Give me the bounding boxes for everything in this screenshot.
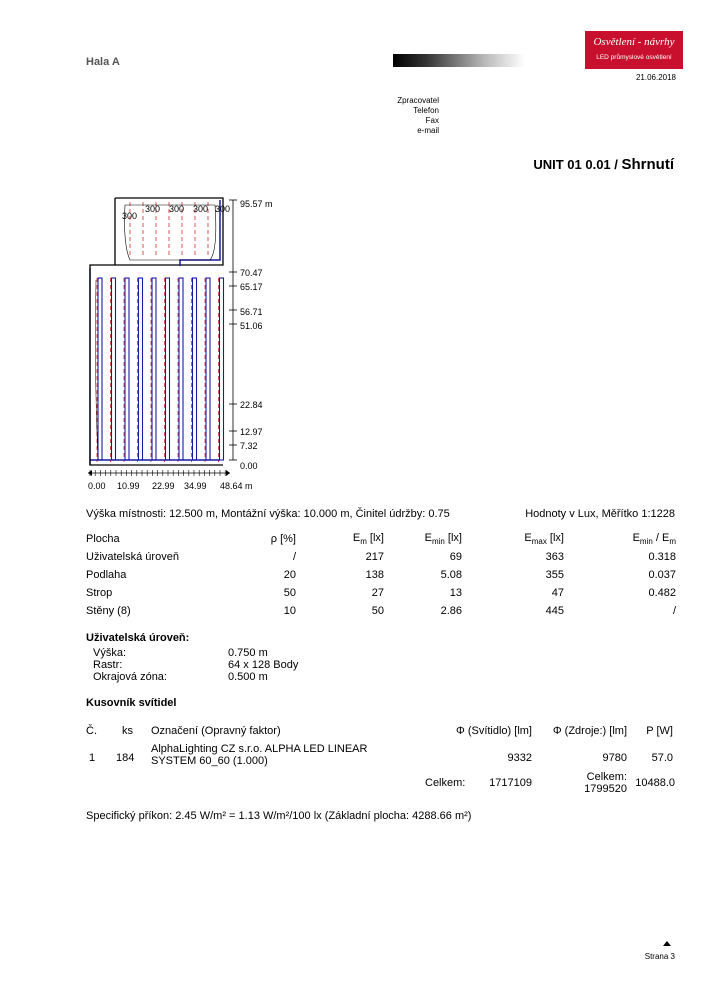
table-row	[86, 548, 676, 566]
total-phi-source: 1799520	[584, 783, 627, 795]
user-level-values	[228, 647, 298, 683]
surface-em: 138	[365, 569, 384, 581]
table-row	[86, 602, 676, 620]
lum-col-power: P [W]	[646, 725, 673, 737]
y-label: 51.06	[240, 321, 263, 331]
surface-emax: 363	[545, 551, 564, 563]
x-label: 0.00	[88, 481, 106, 491]
contact-block	[300, 96, 439, 136]
surface-emax: 355	[545, 569, 564, 581]
lum-name	[151, 743, 367, 767]
x-label: 10.99	[117, 481, 140, 491]
x-scale-labels	[88, 481, 253, 491]
lum-col-phi-luminaire: Φ (Svítidlo) [lm]	[455, 725, 532, 737]
lum-col-name: Označení (Opravný faktor)	[151, 725, 281, 737]
x-arrow-right	[226, 470, 230, 476]
luminaire-row	[179, 278, 183, 460]
scale-info: Hodnoty v Lux, Měřítko 1:1228	[525, 508, 675, 520]
user-level-value: 64 x 128 Body	[228, 659, 299, 671]
user-level-key: Rastr:	[93, 659, 123, 671]
lum-power: 57.0	[651, 752, 673, 764]
luminaire-row	[166, 278, 170, 460]
luminaire-row	[152, 278, 156, 460]
col-surface: Plocha	[86, 533, 120, 545]
surface-emin: 2.86	[440, 605, 462, 617]
company-logo	[585, 31, 683, 69]
surface-emin: 13	[449, 587, 462, 599]
surface-name: Uživatelská úroveň	[86, 551, 179, 563]
surface-rho: /	[292, 551, 296, 563]
lum-no: 1	[89, 752, 96, 764]
user-level-heading: Uživatelská úroveň:	[86, 632, 190, 644]
isoline-label: 300	[169, 204, 185, 214]
table-row	[86, 584, 676, 602]
lum-col-qty: ks	[122, 725, 133, 737]
col-em: $E_m$ [lx]	[352, 531, 384, 547]
user-level-key: Výška:	[93, 647, 127, 659]
luminaire-row	[125, 278, 129, 460]
y-scale-labels	[240, 199, 273, 471]
logo-line2: LED průmyslové osvětlení	[596, 54, 672, 61]
user-level-key: Okrajová zóna:	[93, 671, 167, 683]
y-label: 7.32	[240, 441, 258, 451]
surface-emax: 445	[545, 605, 564, 617]
y-label: 95.57 m	[240, 199, 273, 209]
project-title: Hala A	[86, 56, 120, 68]
isoline-label: 300	[145, 204, 161, 214]
luminaire-row	[112, 278, 116, 460]
logo-line1: Osvětlení - návrhy	[593, 36, 675, 48]
surfaces-table	[86, 530, 676, 620]
luminaire-row	[220, 278, 224, 460]
surface-emin: 69	[449, 551, 462, 563]
x-label: 48.64 m	[220, 481, 253, 491]
luminaire-row	[193, 278, 197, 460]
surface-rho: 10	[283, 605, 296, 617]
table-row	[86, 566, 676, 584]
y-label: 56.71	[240, 307, 263, 317]
surface-ratio: 0.037	[648, 569, 676, 581]
header-gradient-bar	[393, 54, 525, 67]
y-label: 12.97	[240, 427, 263, 437]
page-up-icon[interactable]	[663, 941, 671, 946]
page-title	[400, 156, 674, 173]
luminaire-row	[98, 278, 102, 460]
surface-rho: 20	[283, 569, 296, 581]
room-info: Výška místnosti: 12.500 m, Montážní výška: 10.000 m, Činitel údržby: 0.75	[86, 508, 450, 520]
total-power: 10488.0	[635, 777, 675, 789]
lum-name-line: SYSTEM 60_60 (1.000)	[151, 755, 268, 767]
surface-ratio: /	[672, 605, 676, 617]
contact-author: Zpracovatel	[397, 96, 439, 105]
x-label: 22.99	[152, 481, 175, 491]
surface-name: Stěny (8)	[86, 605, 131, 617]
surface-ratio: 0.482	[648, 587, 676, 599]
page-title-section: Shrnutí	[621, 156, 674, 173]
contact-fax: Fax	[425, 116, 439, 125]
surface-emin: 5.08	[440, 569, 462, 581]
user-level-value: 0.500 m	[228, 671, 268, 683]
user-level-value: 0.750 m	[228, 647, 268, 659]
col-rho: ρ [%]	[270, 533, 296, 545]
contact-phone: Telefon	[413, 106, 439, 115]
lum-qty: 184	[116, 752, 135, 764]
y-label: 70.47	[240, 268, 263, 278]
col-ratio: $E_{min} / E_m$	[632, 531, 676, 547]
total-phi-luminaire: 1717109	[489, 777, 532, 789]
page-number: Strana 3	[644, 952, 675, 961]
surface-em: 217	[365, 551, 384, 563]
total-phi-source-label: Celkem:	[586, 771, 627, 783]
surface-em: 27	[371, 587, 384, 599]
plan-luminaires	[90, 268, 224, 465]
surfaces-header-row	[86, 530, 676, 548]
surface-emax: 47	[551, 587, 564, 599]
surface-name: Strop	[86, 587, 113, 599]
total-phi-source-block	[560, 771, 627, 795]
surface-rho: 50	[283, 587, 296, 599]
specific-power: Specifický příkon: 2.45 W/m² = 1.13 W/m²/100 lx (Základní plocha: 4288.66 m²)	[86, 810, 472, 822]
lum-col-phi-source: Φ (Zdroje:) [lm]	[552, 725, 627, 737]
isoline-label: 300	[122, 211, 138, 221]
isoline-label: 300	[193, 204, 209, 214]
report-date: 21.06.2018	[635, 73, 676, 82]
luminaires-heading: Kusovník svítidel	[86, 697, 177, 709]
col-emin: $E_{min}$ [lx]	[424, 531, 462, 547]
lum-col-no: Č.	[86, 725, 97, 737]
surface-em: 50	[371, 605, 384, 617]
y-label: 22.84	[240, 400, 263, 410]
luminaire-row	[206, 278, 210, 460]
x-label: 34.99	[184, 481, 207, 491]
lum-phi-source: 9780	[602, 752, 627, 764]
isoline-label: 300	[215, 204, 231, 214]
floor-plan	[80, 190, 280, 495]
col-emax: $E_{max}$ [lx]	[524, 531, 564, 547]
lum-name-line: AlphaLighting CZ s.r.o. ALPHA LED LINEAR	[151, 743, 368, 755]
surface-name: Podlaha	[86, 569, 127, 581]
luminaire-row	[139, 278, 143, 460]
surface-ratio: 0.318	[648, 551, 676, 563]
lum-phi-luminaire: 9332	[507, 752, 532, 764]
user-level-keys	[93, 647, 167, 683]
total-label: Celkem:	[425, 777, 466, 789]
contact-email: e-mail	[417, 126, 439, 135]
isoline-labels	[122, 204, 230, 221]
page-title-unit: UNIT 01 0.01 /	[533, 157, 622, 172]
y-label: 65.17	[240, 282, 263, 292]
y-label: 0.00	[240, 461, 258, 471]
